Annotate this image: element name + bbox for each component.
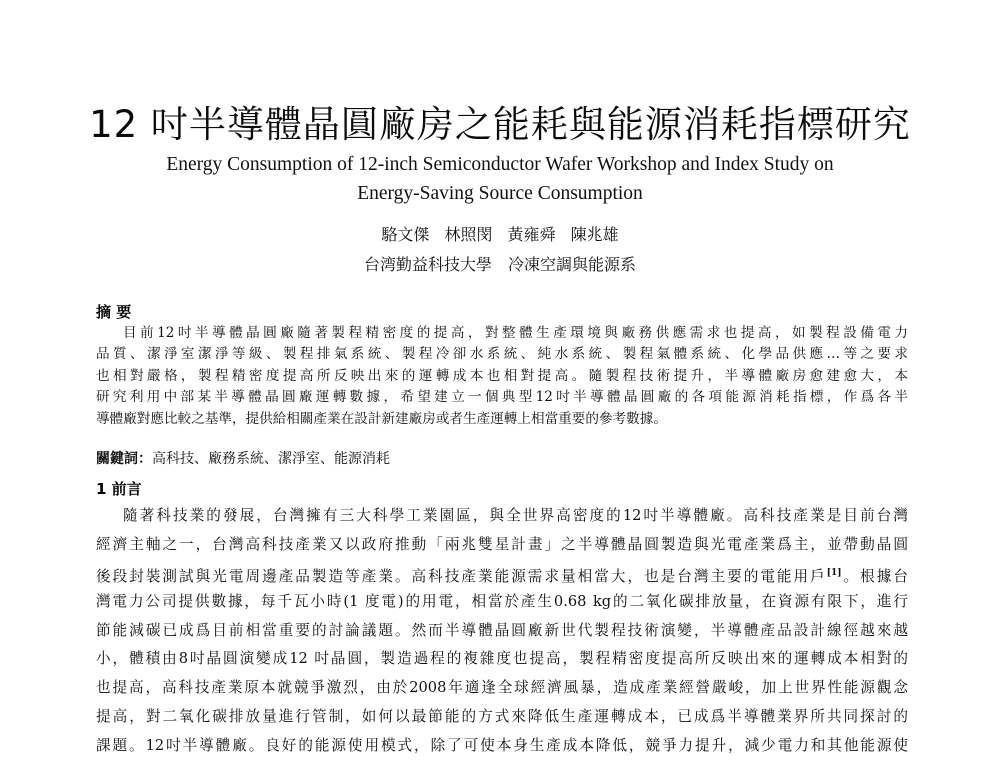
intro-line-with-citation xyxy=(96,559,908,588)
paper-title-english-line: Energy-Saving Source Consumption xyxy=(357,183,643,204)
author-affiliation: 台湾勤益科技大學 冷凍空調與能源系 xyxy=(363,255,636,274)
intro-line: 課題。12吋半導體廠。良好的能源使用模式，除了可使本身生產成本降低，競爭力提升，減少電力和其他能源使 xyxy=(96,736,908,754)
intro-line: 提高，對二氧化碳排放量進行管制，如何以最節能的方式來降低生產運轉成本，已成爲半導體業界所共同探討的 xyxy=(96,707,908,725)
intro-line-text: 後段封裝測試與光電周邊產品製造等產業。高科技產業能源需求量相當大，也是台灣主要的電能用戶 xyxy=(96,568,827,586)
intro-line: 節能減碳已成爲目前相當重要的討論議題。然而半導體晶圓廠新世代製程技術演變，半導體產品設計線徑越來越 xyxy=(96,621,908,639)
keywords-text: 高科技、廠務系統、潔淨室、能源消耗 xyxy=(152,451,390,467)
paper-title-english-line: Energy Consumption of 12-inch Semiconductor Wafer Workshop and Index Study on xyxy=(166,154,834,175)
paper-title-english xyxy=(0,150,1000,208)
citation-reference: [1] xyxy=(826,568,842,579)
intro-line: 灣電力公司提供數據，每千瓦小時(1 度電)的用電，相當於產生0.68 kg的二氧化碳排放量，在資源有限下，進行 xyxy=(96,593,908,611)
abstract-line: 品質、潔淨室潔淨等級、製程排氣系統、製程冷卻水系統、純水系統、製程氣體系統、化學品供應…等之要求 xyxy=(96,346,908,363)
intro-line: 也提高，高科技產業原本就競爭激烈，由於2008年適逢全球經濟風暴，造成產業經營嚴峻，加上世界性能源觀念 xyxy=(96,679,908,697)
author-name: 陳兆雄 xyxy=(570,225,619,244)
author-name: 駱文傑 xyxy=(381,225,430,244)
abstract-body xyxy=(96,323,908,430)
author-block xyxy=(0,220,1000,280)
abstract-line: 目前12吋半導體晶圓廠隨著製程精密度的提高，對整體生產環境與廠務供應需求也提高，如製程設備電力 xyxy=(123,325,908,341)
intro-line: 小，體積由8吋晶圓演變成12 吋晶圓，製造過程的複雜度也提高，製程精密度提高所反映出來的運轉成本相對的 xyxy=(96,650,908,668)
intro-line-text: 。根據台 xyxy=(841,568,908,586)
introduction-body xyxy=(96,502,908,760)
introduction-heading: 1 前言 xyxy=(96,480,142,498)
abstract-line: 也相對嚴格，製程精密度提高所反映出來的運轉成本也相對提高。隨製程技術提升，半導體廠房愈建愈大，本 xyxy=(96,367,908,384)
keywords-line xyxy=(96,448,390,468)
author-name: 黃雍舜 xyxy=(507,225,556,244)
intro-line: 經濟主軸之一，台灣高科技產業又以政府推動「兩兆雙星計畫」之半導體晶圓製造與光電產業爲主，並帶動晶圓 xyxy=(96,535,908,553)
author-list xyxy=(0,220,1000,250)
abstract-heading: 摘 要 xyxy=(96,303,132,321)
keywords-label: 關鍵詞： xyxy=(96,451,152,467)
author-name: 林照閔 xyxy=(444,225,493,244)
paper-title-chinese: 12 吋半導體晶圓廠房之能耗與能源消耗指標研究 xyxy=(89,103,911,146)
abstract-line: 導體廠對應比較之基準，提供給相關產業在設計新建廠房或者生產運轉上相當重要的參考數據。 xyxy=(96,410,667,427)
abstract-line: 研究利用中部某半導體晶圓廠運轉數據，希望建立一個典型12吋半導體晶圓廠的各項能源消耗指標，作爲各半 xyxy=(96,389,908,406)
intro-line: 隨著科技業的發展，台灣擁有三大科學工業園區，與全世界高密度的12吋半導體廠。高科技產業是目前台灣 xyxy=(123,507,908,524)
